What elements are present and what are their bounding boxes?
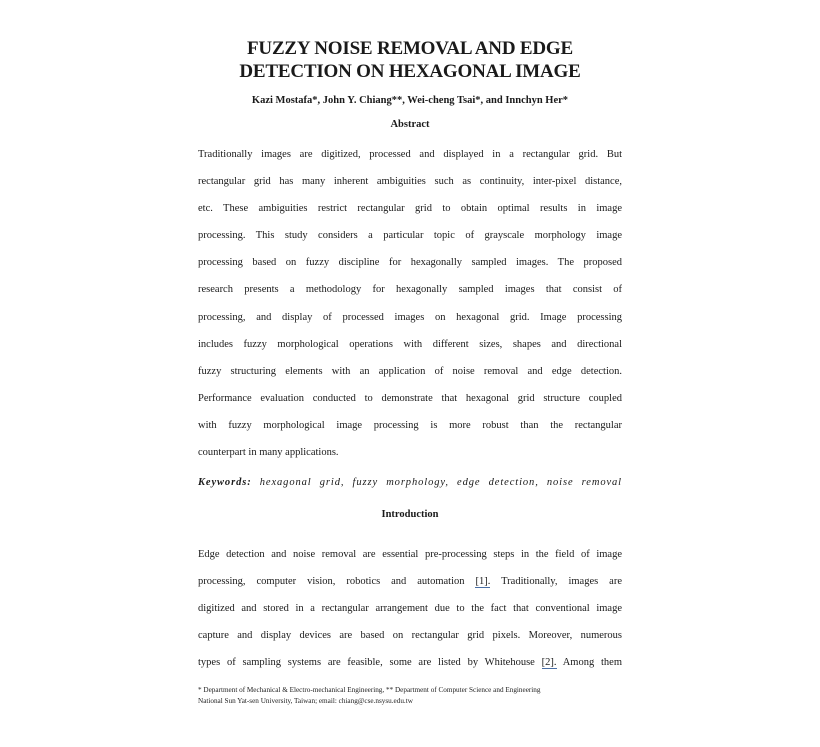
paper-title (198, 37, 622, 83)
introduction-line (198, 541, 622, 568)
line-text: digitized and stored in a rectangular arrangement due to the fact that conventional image (198, 603, 622, 615)
abstract-line: counterpart in many applications. (198, 447, 339, 459)
introduction-line (198, 622, 622, 649)
line-text: processing, computer vision, robotics and automation (198, 576, 476, 588)
affiliation-footnote (198, 685, 622, 707)
keywords-line (198, 476, 622, 490)
line-text: types of sampling systems are feasible, some are listed by Whitehouse (198, 657, 542, 669)
abstract-line: research presents a methodology for hexagonally sampled images that consist of (198, 284, 622, 296)
introduction-line (198, 595, 622, 622)
footnote-line-2: National Sun Yat-sen University, Taiwan; email: chiang@cse.nsysu.edu.tw (198, 697, 413, 705)
introduction-line (198, 649, 622, 676)
line-text: Edge detection and noise removal are essential pre-processing steps in the field of image (198, 549, 622, 560)
keywords-text: hexagonal grid, fuzzy morphology, edge detection, noise removal (259, 477, 622, 488)
citation-link[interactable]: [1]. (475, 576, 491, 588)
introduction-body (198, 541, 622, 676)
abstract-line: rectangular grid has many inherent ambiguities such as continuity, inter-pixel distance, (198, 176, 622, 188)
footnote-line-1: * Department of Mechanical & Electro-mechanical Engineering, ** Department of Computer Science and Engineering (198, 686, 541, 694)
abstract-line: Performance evaluation conducted to demonstrate that hexagonal grid structure coupled (198, 392, 622, 404)
author-list: Kazi Mostafa*, John Y. Chiang**, Wei-cheng Tsai*, and Innchyn Her* (251, 95, 569, 106)
title-line-2: DETECTION ON HEXAGONAL IMAGE (239, 61, 581, 82)
line-text: capture and display devices are based on rectangular grid pixels. Moreover, numerous (198, 630, 622, 642)
abstract-body (198, 141, 622, 466)
keywords-label: Keywords: (198, 477, 252, 488)
abstract-line: processing. This study considers a particular topic of grayscale morphology image (198, 230, 622, 242)
abstract-heading: Abstract (390, 119, 430, 130)
abstract-line: processing, and display of processed images on hexagonal grid. Image processing (198, 311, 622, 323)
line-text: Traditionally, images are (490, 576, 622, 588)
introduction-heading: Introduction (381, 509, 439, 520)
title-line-1: FUZZY NOISE REMOVAL AND EDGE (247, 38, 573, 59)
abstract-line: Traditionally images are digitized, processed and displayed in a rectangular grid. But (198, 149, 622, 160)
abstract-line: etc. These ambiguities restrict rectangular grid to obtain optimal results in image (198, 203, 622, 215)
abstract-line: processing based on fuzzy discipline for hexagonally sampled images. The proposed (198, 257, 622, 269)
abstract-line: with fuzzy morphological image processing is more robust than the rectangular (198, 419, 622, 431)
abstract-line: includes fuzzy morphological operations with different sizes, shapes and directional (198, 338, 622, 350)
introduction-line (198, 568, 622, 595)
abstract-line: fuzzy structuring elements with an application of noise removal and edge detection. (198, 365, 622, 377)
line-text: Among them (556, 657, 622, 669)
citation-link[interactable]: [2]. (541, 657, 557, 669)
